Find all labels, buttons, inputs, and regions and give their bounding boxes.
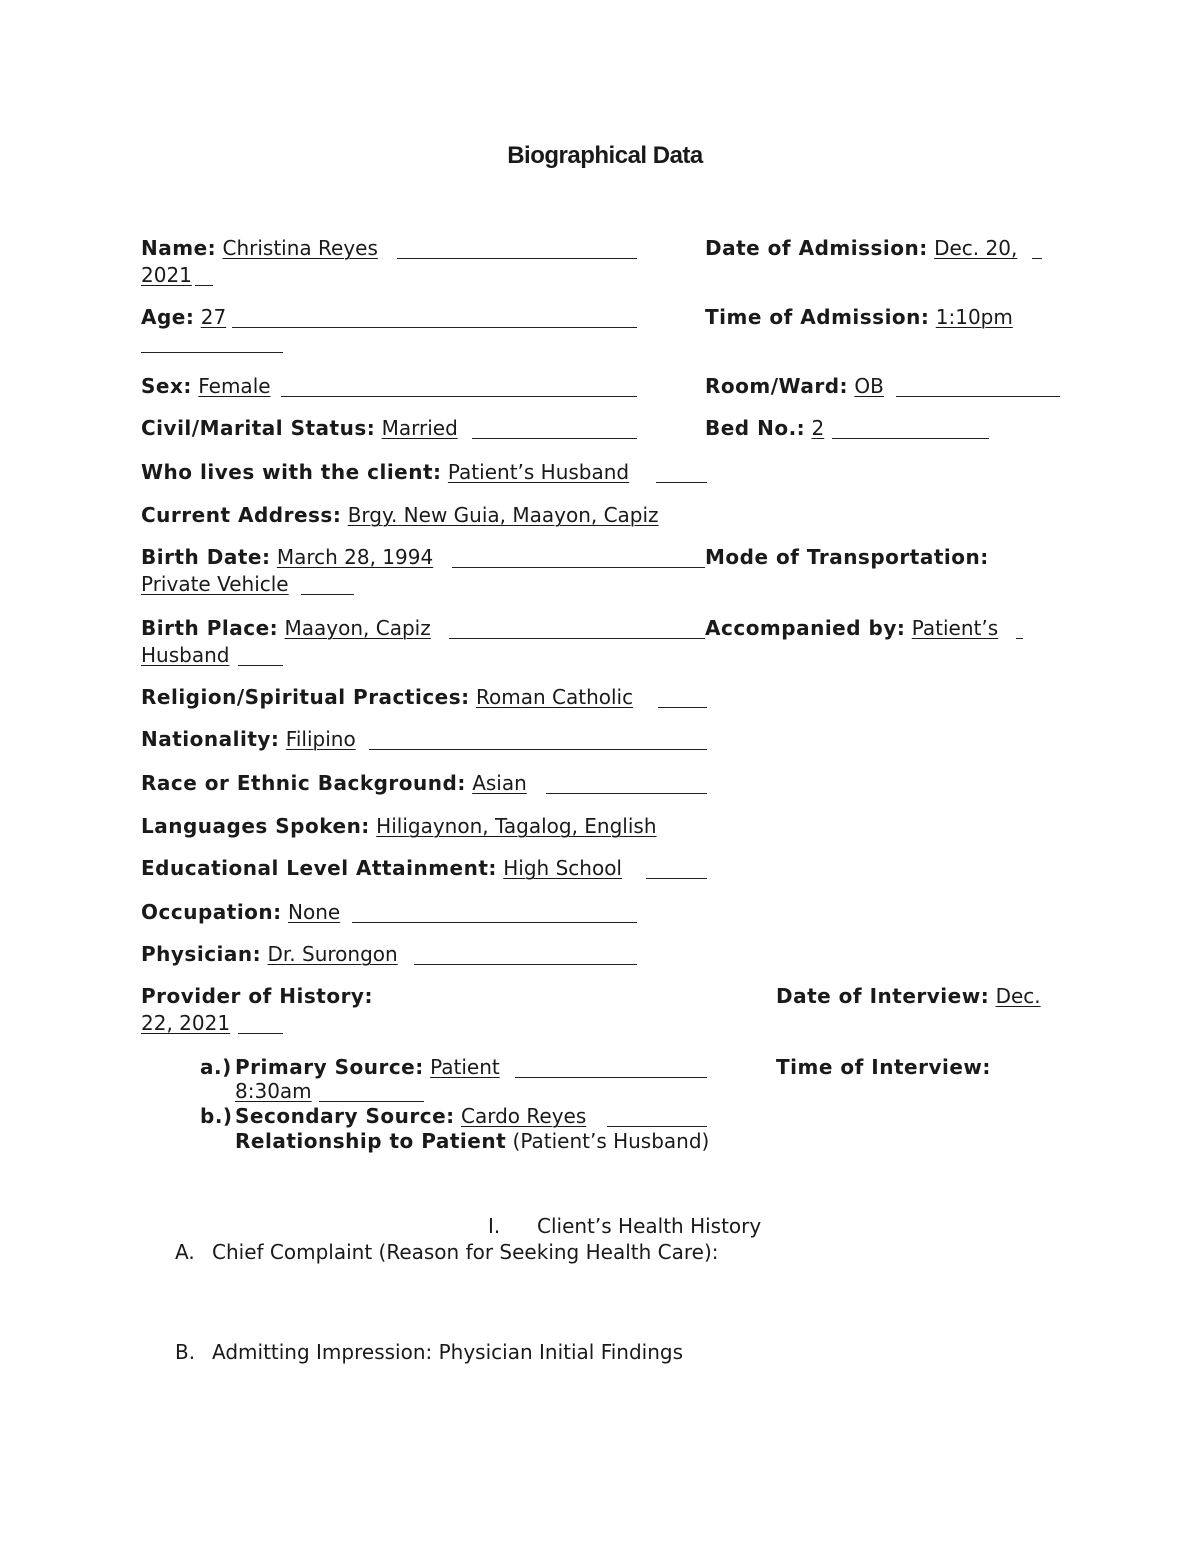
race-value: Asian — [472, 771, 527, 795]
time-admission-label: Time of Admission: — [705, 305, 930, 329]
birth-date-field — [141, 545, 433, 569]
date-admission-cont-blank-line — [195, 285, 213, 286]
race-label: Race or Ethnic Background: — [141, 771, 466, 795]
date-interview-field — [776, 984, 1041, 1008]
room-ward-value: OB — [854, 374, 884, 398]
time-admission-cont-blank-line — [141, 352, 283, 353]
time-interview-value: 8:30am — [235, 1079, 312, 1103]
birth-date-label: Birth Date: — [141, 545, 271, 569]
primary-source-field — [235, 1055, 500, 1079]
physician-label: Physician: — [141, 942, 262, 966]
religion-field — [141, 685, 633, 709]
time-interview-value-field — [235, 1079, 312, 1103]
lives-with-value: Patient’s Husband — [447, 460, 630, 484]
birth-date-value: March 28, 1994 — [276, 545, 434, 569]
section-numeral: I. — [488, 1214, 501, 1238]
room-ward-field — [705, 374, 884, 398]
education-blank-line — [646, 878, 707, 879]
lives-with-field — [141, 460, 629, 484]
education-field — [141, 856, 622, 880]
transport-value: Private Vehicle — [141, 572, 289, 596]
sex-blank-line — [281, 396, 637, 397]
age-label: Age: — [141, 305, 195, 329]
bed-no-field — [705, 416, 824, 440]
primary-source-marker-text: a.) — [200, 1055, 232, 1079]
secondary-source-field — [235, 1104, 586, 1128]
date-admission-value-cont-field — [141, 263, 192, 287]
civil-status-label: Civil/Marital Status: — [141, 416, 376, 440]
time-interview-blank-line — [319, 1101, 424, 1102]
secondary-source-label: Secondary Source: — [235, 1104, 455, 1128]
date-interview-value-cont-field — [141, 1011, 230, 1035]
birth-place-value: Maayon, Capiz — [284, 616, 431, 640]
religion-blank-line — [658, 707, 707, 708]
date-admission-field — [705, 236, 1017, 260]
secondary-source-marker-text: b.) — [200, 1104, 233, 1128]
time-admission-field — [705, 305, 1013, 329]
room-ward-label: Room/Ward: — [705, 374, 849, 398]
age-field — [141, 305, 226, 329]
languages-label: Languages Spoken: — [141, 814, 370, 838]
physician-blank-line — [414, 964, 637, 965]
birth-place-field — [141, 616, 431, 640]
occupation-value: None — [288, 900, 341, 924]
sex-label: Sex: — [141, 374, 192, 398]
lives-with-blank-line — [656, 482, 707, 483]
section-item-a-marker: A. — [175, 1240, 195, 1264]
languages-field — [141, 814, 657, 838]
transport-value-field — [141, 572, 289, 596]
name-field — [141, 236, 378, 260]
nationality-value: Filipino — [285, 727, 356, 751]
sex-value: Female — [198, 374, 271, 398]
occupation-label: Occupation: — [141, 900, 282, 924]
age-value: 27 — [200, 305, 227, 329]
section-item-a-text: Chief Complaint (Reason for Seeking Health Care): — [212, 1240, 719, 1264]
date-admission-blank-line — [1032, 258, 1042, 259]
transport-label: Mode of Transportation: — [705, 545, 989, 569]
race-field — [141, 771, 527, 795]
religion-value: Roman Catholic — [476, 685, 634, 709]
bed-no-blank-line — [832, 438, 989, 439]
relationship-label: Relationship to Patient — [235, 1129, 507, 1153]
accompanied-blank-line — [1016, 638, 1023, 639]
address-field — [141, 503, 659, 527]
accompanied-label: Accompanied by: — [705, 616, 906, 640]
date-admission-value-cont: 2021 — [141, 263, 192, 287]
name-blank-line — [397, 258, 637, 259]
date-interview-value-cont: 22, 2021 — [141, 1011, 231, 1035]
education-label: Educational Level Attainment: — [141, 856, 497, 880]
civil-status-field — [141, 416, 458, 440]
nationality-label: Nationality: — [141, 727, 280, 751]
nationality-blank-line — [369, 749, 707, 750]
physician-field — [141, 942, 398, 966]
accompanied-field — [705, 616, 998, 640]
date-admission-label: Date of Admission: — [705, 236, 928, 260]
address-value: Brgy. New Guia, Maayon, Capiz — [347, 503, 659, 527]
race-blank-line — [546, 793, 707, 794]
name-label: Name: — [141, 236, 217, 260]
room-ward-blank-line — [896, 396, 1060, 397]
section-item-b-text: Admitting Impression: Physician Initial Findings — [212, 1340, 684, 1364]
relationship-value: (Patient’s Husband) — [512, 1129, 710, 1153]
transport-blank-line — [301, 594, 354, 595]
occupation-blank-line — [352, 922, 637, 923]
accompanied-value: Patient’s — [911, 616, 999, 640]
date-admission-value: Dec. 20, — [934, 236, 1018, 260]
date-interview-blank-line — [238, 1033, 283, 1034]
accompanied-value-cont: Husband — [141, 643, 230, 667]
primary-source-blank-line — [515, 1077, 707, 1078]
birth-place-label: Birth Place: — [141, 616, 279, 640]
primary-source-marker — [200, 1055, 232, 1079]
languages-value: Hiligaynon, Tagalog, English — [376, 814, 657, 838]
secondary-source-blank-line — [607, 1126, 707, 1127]
occupation-field — [141, 900, 340, 924]
provider-label: Provider of History: — [141, 984, 373, 1008]
secondary-source-value: Cardo Reyes — [461, 1104, 587, 1128]
physician-value: Dr. Surongon — [267, 942, 398, 966]
civil-status-blank-line — [472, 438, 637, 439]
time-admission-value: 1:10pm — [935, 305, 1013, 329]
time-interview-field — [776, 1055, 991, 1079]
primary-source-label: Primary Source: — [235, 1055, 424, 1079]
transport-field — [705, 545, 989, 569]
primary-source-value: Patient — [430, 1055, 500, 1079]
bed-no-value: 2 — [811, 416, 825, 440]
civil-status-value: Married — [381, 416, 458, 440]
religion-label: Religion/Spiritual Practices: — [141, 685, 470, 709]
bed-no-label: Bed No.: — [705, 416, 806, 440]
time-interview-label: Time of Interview: — [776, 1055, 991, 1079]
secondary-source-marker — [200, 1104, 233, 1128]
section-heading: Client’s Health History — [537, 1214, 762, 1238]
education-value: High School — [503, 856, 622, 880]
relationship-field — [235, 1129, 709, 1153]
accompanied-cont-blank-line — [238, 665, 283, 666]
birth-place-blank-line — [449, 638, 705, 639]
provider-field — [141, 984, 373, 1008]
date-interview-value: Dec. — [995, 984, 1041, 1008]
age-blank-line — [232, 327, 637, 328]
address-label: Current Address: — [141, 503, 342, 527]
date-interview-label: Date of Interview: — [776, 984, 990, 1008]
birth-date-blank-line — [452, 567, 705, 568]
page-title: Biographical Data — [507, 142, 703, 169]
section-item-b-marker: B. — [175, 1340, 196, 1364]
lives-with-label: Who lives with the client: — [141, 460, 442, 484]
name-value: Christina Reyes — [222, 236, 378, 260]
nationality-field — [141, 727, 356, 751]
sex-field — [141, 374, 271, 398]
accompanied-value-cont-field — [141, 643, 229, 667]
